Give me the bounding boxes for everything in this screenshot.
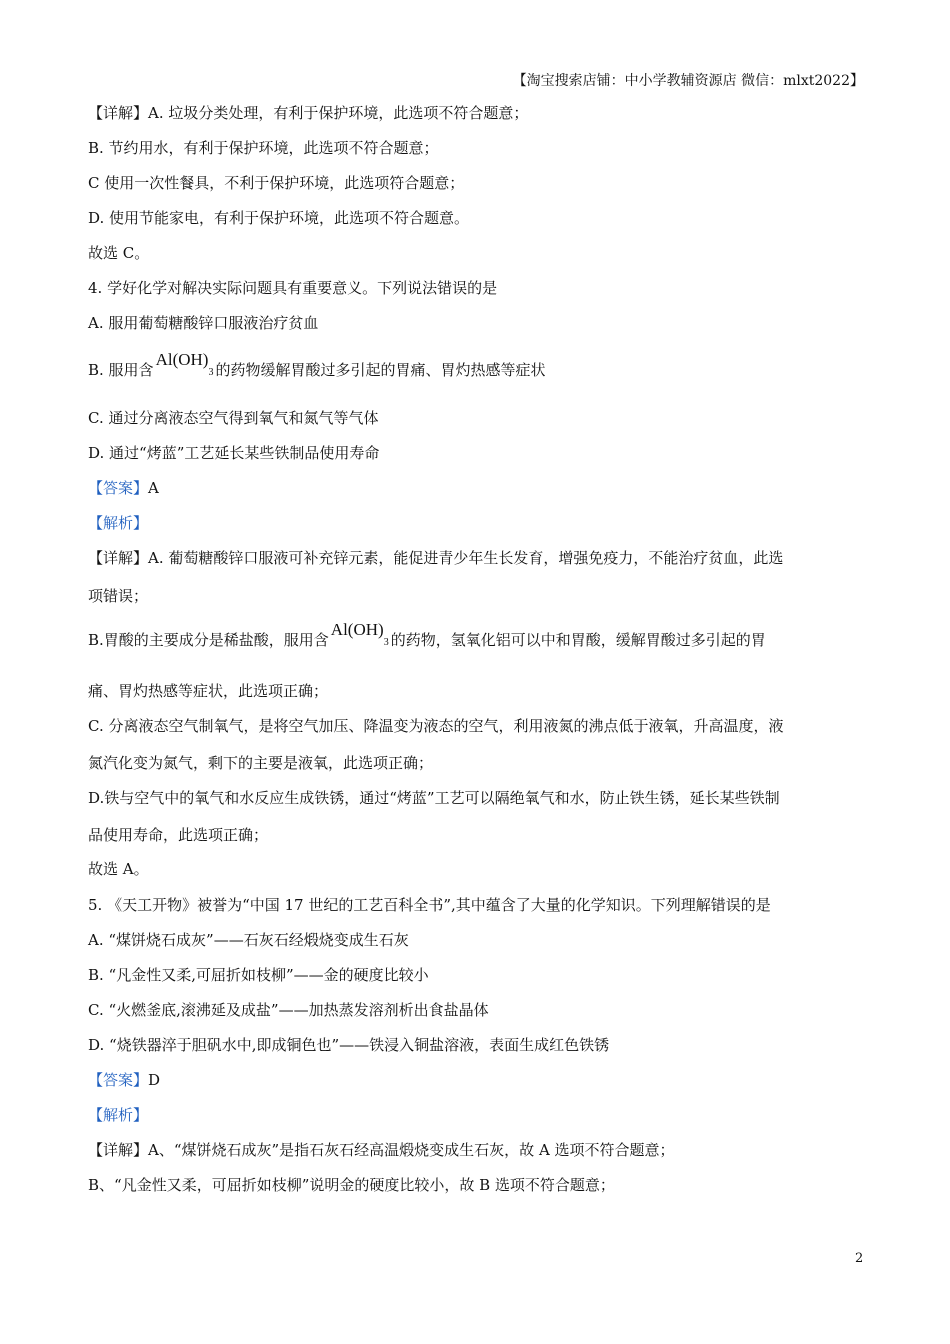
question-5-option-a: A. “煤饼烧石成灰”——石灰石经煅烧变成生石灰 — [88, 931, 409, 949]
formula-subscript: 3 — [208, 367, 214, 378]
detail-4-d-line1: D.铁与空气中的氧气和水反应生成铁锈，通过“烤蓝”工艺可以隔绝氧气和水，防止铁生锈，延长某些铁制 — [88, 789, 780, 807]
detail-4-b-line2: 痛、胃灼热感等症状，此选项正确； — [88, 682, 329, 700]
formula-aloh3-2 — [329, 620, 391, 648]
detail-4-d-line2: 品使用寿命，此选项正确； — [88, 826, 269, 844]
question-4-option-c: C. 通过分离液态空气得到氧气和氮气等气体 — [88, 409, 379, 427]
question-4: 4. 学好化学对解决实际问题具有重要意义。下列说法错误的是 — [88, 279, 498, 297]
formula-base: Al(OH) — [330, 620, 384, 639]
line-detail-4d: D. 使用节能家电，有利于保护环境，此选项不符合题意。 — [88, 209, 470, 227]
detail-4-a-line2: 项错误； — [88, 587, 149, 605]
conclusion-4: 故选 A。 — [88, 860, 149, 878]
analysis-tag-5: 【解析】 — [88, 1106, 149, 1124]
detail-text: A. 葡萄糖酸锌口服液可补充锌元素，能促进青少年生长发育，增强免疫力，不能治疗贫血，此选 — [148, 549, 784, 567]
question-4-option-b — [88, 350, 546, 383]
formula-aloh3 — [154, 350, 216, 378]
detail-5-b: B、“凡金性又柔，可屈折如枝柳”说明金的硬度比较小，故 B 选项不符合题意； — [88, 1176, 615, 1194]
question-4-option-a: A. 服用葡萄糖酸锌口服液治疗贫血 — [88, 314, 319, 332]
detail-4-b-line1 — [88, 620, 766, 653]
answer-value: A — [148, 479, 159, 497]
page-number: 2 — [855, 1251, 864, 1266]
formula-base: Al(OH) — [155, 350, 209, 369]
line-detail-4a: 【详解】A. 垃圾分类处理，有利于保护环境，此选项不符合题意； — [88, 104, 529, 122]
answer-4 — [88, 478, 159, 498]
answer-value: D — [148, 1071, 161, 1089]
question-5: 5. 《天工开物》被誉为“中国 17 世纪的工艺百科全书”,其中蕴含了大量的化学知识。下列理解错误的是 — [88, 896, 771, 914]
question-5-option-d: D. “烧铁器淬于胆矾水中,即成铜色也”——铁浸入铜盐溶液，表面生成红色铁锈 — [88, 1036, 610, 1054]
formula-subscript: 3 — [383, 637, 389, 648]
detail-b-suffix: 的药物，氢氧化铝可以中和胃酸，缓解胃酸过多引起的胃 — [390, 631, 766, 649]
detail-tag: 【详解】 — [88, 549, 149, 567]
detail-4-a-line1 — [88, 548, 783, 568]
analysis-tag-4: 【解析】 — [88, 514, 149, 532]
option-b-prefix: B. 服用含 — [88, 361, 154, 379]
answer-tag: 【答案】 — [88, 1071, 149, 1089]
detail-4-c-line1: C. 分离液态空气制氧气，是将空气加压、降温变为液态的空气，利用液氮的沸点低于液氧，升高温度，液 — [88, 717, 784, 735]
answer-tag: 【答案】 — [88, 479, 149, 497]
option-b-suffix: 的药物缓解胃酸过多引起的胃痛、胃灼热感等症状 — [215, 361, 546, 379]
question-5-option-b: B. “凡金性又柔,可屈折如枝柳”——金的硬度比较小 — [88, 966, 429, 984]
question-5-option-c: C. “火燃釜底,滚沸延及成盐”——加热蒸发溶剂析出食盐晶体 — [88, 1001, 489, 1019]
question-4-option-d: D. 通过“烤蓝”工艺延长某些铁制品使用寿命 — [88, 444, 380, 462]
line-conclusion-3: 故选 C。 — [88, 244, 150, 262]
page-header: 【淘宝搜索店铺：中小学教辅资源店 微信：mlxt2022】 — [512, 73, 864, 89]
detail-b-prefix: B.胃酸的主要成分是稀盐酸，服用含 — [88, 631, 329, 649]
line-detail-4c: C 使用一次性餐具，不利于保护环境，此选项符合题意； — [88, 174, 465, 192]
detail-5-a: 【详解】A、“煤饼烧石成灰”是指石灰石经高温煅烧变成生石灰，故 A 选项不符合题意； — [88, 1141, 675, 1159]
answer-5 — [88, 1070, 160, 1090]
detail-4-c-line2: 氮汽化变为氮气，剩下的主要是液氧，此选项正确； — [88, 754, 434, 772]
line-detail-4b: B. 节约用水，有利于保护环境，此选项不符合题意； — [88, 139, 439, 157]
